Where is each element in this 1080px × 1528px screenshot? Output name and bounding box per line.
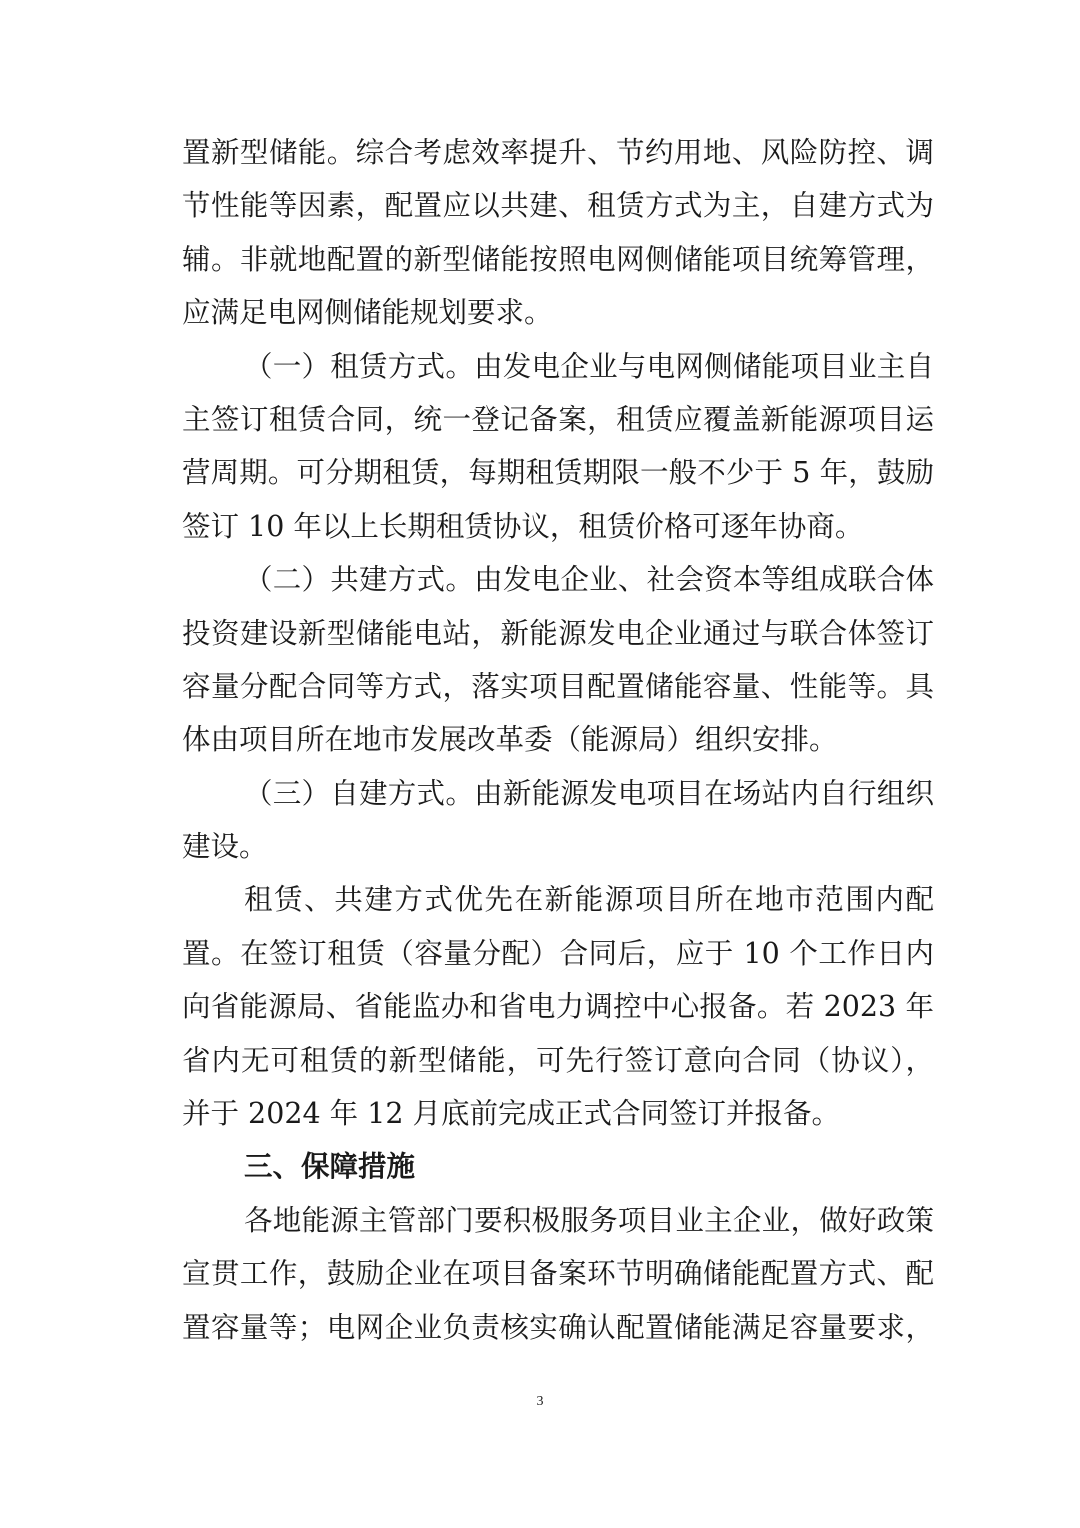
- body-text: [182, 126, 934, 1354]
- text-line: 节性能等因素，配置应以共建、租赁方式为主，自建方式为: [182, 189, 934, 223]
- paragraph-safeguards: 各地能源主管部门要积极服务项目业主企业，做好政策: [244, 1203, 934, 1237]
- text-line: 容量分配合同等方式，落实项目配置储能容量、性能等。具: [182, 669, 934, 703]
- text-line: 置新型储能。综合考虑效率提升、节约用地、风险防控、调: [182, 136, 934, 169]
- page-number: 3: [536, 1394, 544, 1409]
- text-line: 置容量等；电网企业负责核实确认配置储能满足容量要求，: [182, 1310, 934, 1344]
- text-line: 体由项目所在地市发展改革委（能源局）组织安排。: [182, 723, 838, 757]
- text-line: 宣贯工作，鼓励企业在项目备案环节明确储能配置方式、配: [182, 1257, 934, 1291]
- text-line: 签订 10 年以上长期租赁协议，租赁价格可逐年协商。: [182, 509, 864, 543]
- text-line: 省内无可租赁的新型储能，可先行签订意向合同（协议），: [182, 1043, 934, 1077]
- paragraph-lease-method: （一）租赁方式。由发电企业与电网侧储能项目业主自: [244, 349, 934, 383]
- text-line: 主签订租赁合同，统一登记备案，租赁应覆盖新能源项目运: [182, 402, 934, 436]
- paragraph-self-construction: （三）自建方式。由新能源发电项目在场站内自行组织: [244, 776, 934, 810]
- text-line: 投资建设新型储能电站，新能源发电企业通过与联合体签订: [182, 616, 934, 650]
- text-line: 建设。: [182, 830, 268, 864]
- text-line: 辅。非就地配置的新型储能按照电网侧储能项目统筹管理，: [182, 242, 934, 276]
- text-line: 营周期。可分期租赁，每期租赁期限一般不少于 5 年，鼓励: [182, 456, 934, 490]
- paragraph-priority: 租赁、共建方式优先在新能源项目所在地市范围内配: [244, 883, 934, 917]
- text-line: 向省能源局、省能监办和省电力调控中心报备。若 2023 年: [182, 990, 934, 1024]
- text-line: 应满足电网侧储能规划要求。: [182, 296, 553, 330]
- section-heading: 三、保障措施: [244, 1150, 416, 1184]
- text-line: 并于 2024 年 12 月底前完成正式合同签订并报备。: [182, 1097, 841, 1131]
- text-line: 置。在签订租赁（容量分配）合同后，应于 10 个工作日内: [182, 936, 934, 970]
- paragraph-joint-construction: （二）共建方式。由发电企业、社会资本等组成联合体: [244, 563, 934, 597]
